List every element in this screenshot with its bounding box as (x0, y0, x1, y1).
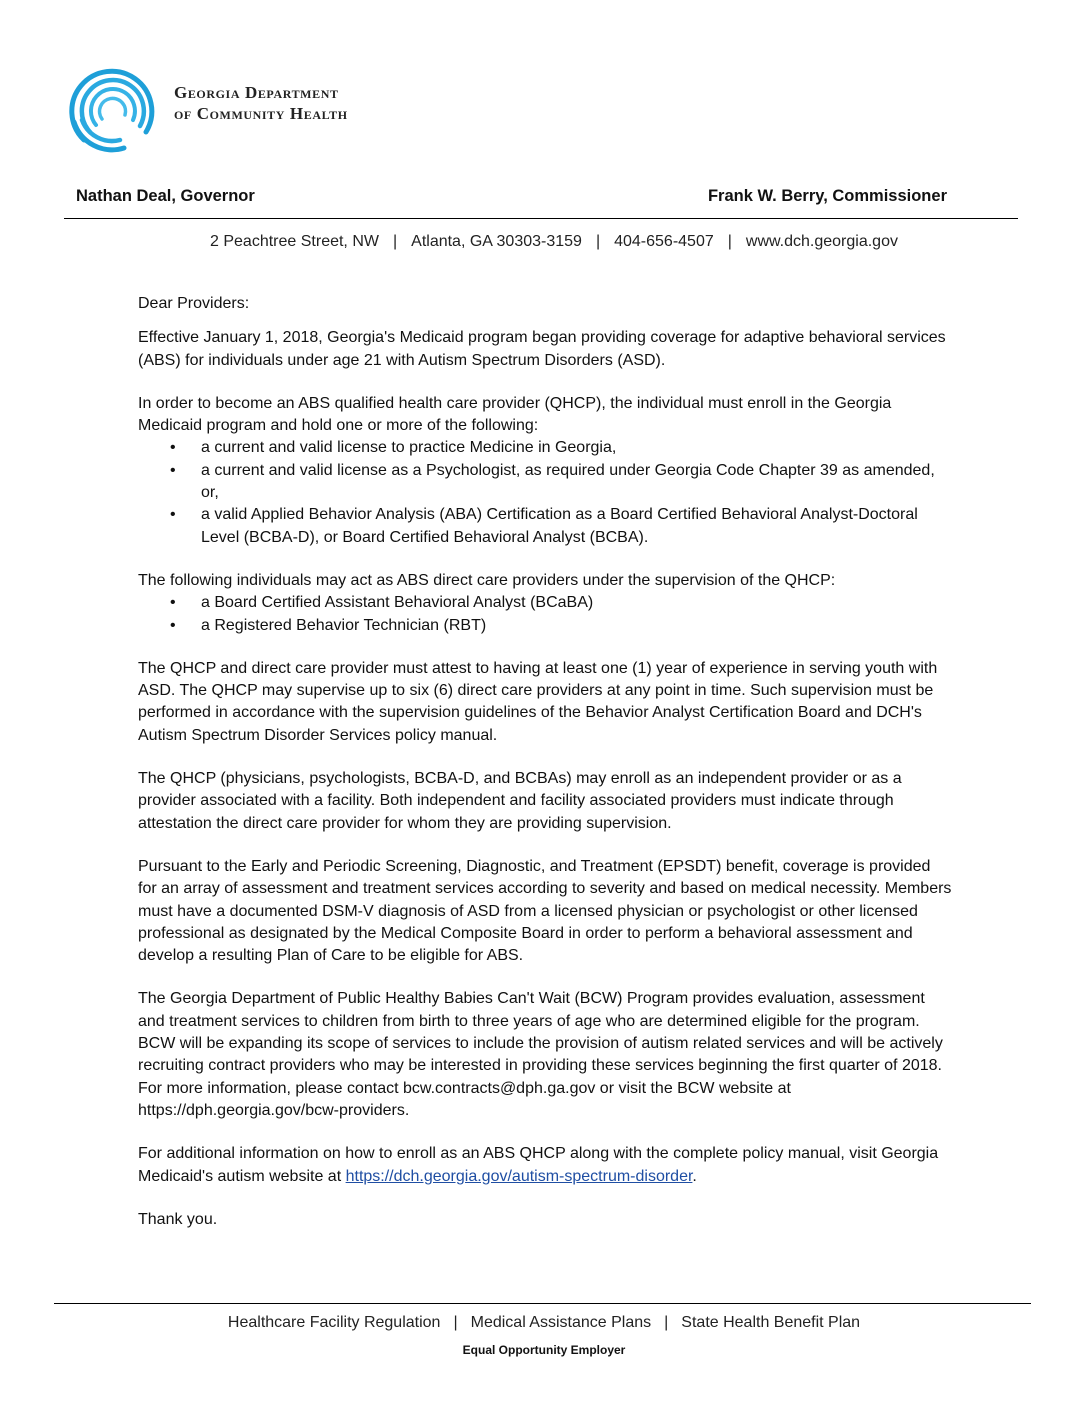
paragraph-coverage: Effective January 1, 2018, Georgia's Medicaid program began providing coverage for adaptive behavioral services (ABS) for individuals under age 21 with Autism Spectrum Disorders (ASD). (138, 329, 946, 369)
separator: | (595, 233, 601, 250)
contact-line (0, 233, 1088, 251)
footer-item-facility-regulation: Healthcare Facility Regulation (227, 1314, 441, 1331)
organization-name (174, 82, 348, 124)
list-item: • a valid Applied Behavior Analysis (ABA) Certification as a Board Certified Behavioral Analyst-Doctoral Level (BCBA-D), or Board Certified Behavioral Analyst (BCBA). (138, 504, 953, 549)
paragraph-enrollment: The QHCP (physicians, psychologists, BCBA-D, and BCBAs) may enroll as an independent provider or as a provider associated with a facility. Both independent and facility associated providers must indicate through attestation the direct care provider for whom they are providing supervision. (138, 770, 902, 832)
paragraph-bcw: The Georgia Department of Public Healthy Babies Can't Wait (BCW) Program provides evaluation, assessment and treatment services to children from birth to three years of age who are determined eligible for the program. BCW will be expanding its scope of services to include the provision of autism related services and will be actively recruiting contract providers who may be interested in providing these services beginning the first quarter of 2018. For more information, please contact bcw.contracts@dph.ga.gov or visit the BCW website at https://dph.georgia.gov/bcw-providers. (138, 990, 943, 1119)
website-link[interactable]: www.dch.georgia.gov (745, 233, 898, 250)
separator: | (453, 1314, 458, 1331)
footer-divisions (0, 1314, 1088, 1332)
paragraph-additional-info (138, 1143, 953, 1188)
phone-number: 404-656-4507 (614, 233, 714, 250)
letter-body (138, 293, 953, 1231)
paragraph-experience: The QHCP and direct care provider must attest to having at least one (1) year of experience in serving youth with ASD. The QHCP may supervise up to six (6) direct care providers at any point in time. Such supervision must be performed in accordance with the supervision guidelines of the Behavior Analyst Certification Board and DCH's Autism Spectrum Disorder Services policy manual. (138, 659, 938, 744)
org-name-line2: of Community Health (174, 104, 348, 123)
period: . (692, 1167, 697, 1185)
separator: | (392, 233, 398, 250)
footer-item-state-health-benefit: State Health Benefit Plan (681, 1314, 861, 1331)
paragraph-direct-care: The following individuals may act as ABS direct care providers under the supervision of the QHCP: (138, 571, 836, 589)
salutation: Dear Providers: (138, 295, 250, 312)
separator: | (727, 233, 732, 250)
equal-opportunity-employer: Equal Opportunity Employer (462, 1343, 626, 1357)
direct-care-list (138, 592, 953, 637)
commissioner-name: Frank W. Berry, Commissioner (707, 187, 947, 205)
dch-logo-icon (64, 62, 160, 158)
additional-info-text: For additional information on how to enroll as an ABS QHCP along with the complete policy manual, visit Georgia Medicaid's autism website at (138, 1145, 939, 1185)
governor-name: Nathan Deal, Governor (76, 187, 255, 205)
autism-website-link[interactable]: https://dch.georgia.gov/autism-spectrum-disorder (345, 1167, 693, 1185)
paragraph-qhcp: In order to become an ABS qualified health care provider (QHCP), the individual must enroll in the Georgia Medicaid program and hold one or more of the following: (138, 394, 892, 435)
qhcp-requirements-list (138, 437, 953, 548)
closing: Thank you. (138, 1210, 218, 1228)
list-item: • a Board Certified Assistant Behavioral Analyst (BCaBA) (138, 592, 953, 614)
list-item: • a Registered Behavior Technician (RBT) (138, 615, 953, 637)
separator: | (664, 1314, 669, 1331)
org-name-line1: Georgia Department (174, 83, 339, 102)
street-address: 2 Peachtree Street, NW (210, 233, 379, 250)
list-item: • a current and valid license to practice Medicine in Georgia, (138, 437, 953, 459)
header-divider (64, 218, 1018, 219)
list-item: • a current and valid license as a Psychologist, as required under Georgia Code Chapter 39 as amended, or, (138, 460, 953, 505)
footer-divider (54, 1303, 1031, 1304)
footer-item-medical-assistance: Medical Assistance Plans (470, 1314, 652, 1331)
city-state-zip: Atlanta, GA 30303-3159 (411, 233, 582, 250)
paragraph-epsdt: Pursuant to the Early and Periodic Screening, Diagnostic, and Treatment (EPSDT) benefit, coverage is provided for an array of assessment and treatment services according to severity and based on medical necessity. Members must have a documented DSM-V diagnosis of ASD from a licensed physician or psychologist or other licensed professional as designated by the Medical Composite Board in order to perform a behavioral assessment and develop a resulting Plan of Care to be eligible for ABS. (138, 857, 952, 965)
